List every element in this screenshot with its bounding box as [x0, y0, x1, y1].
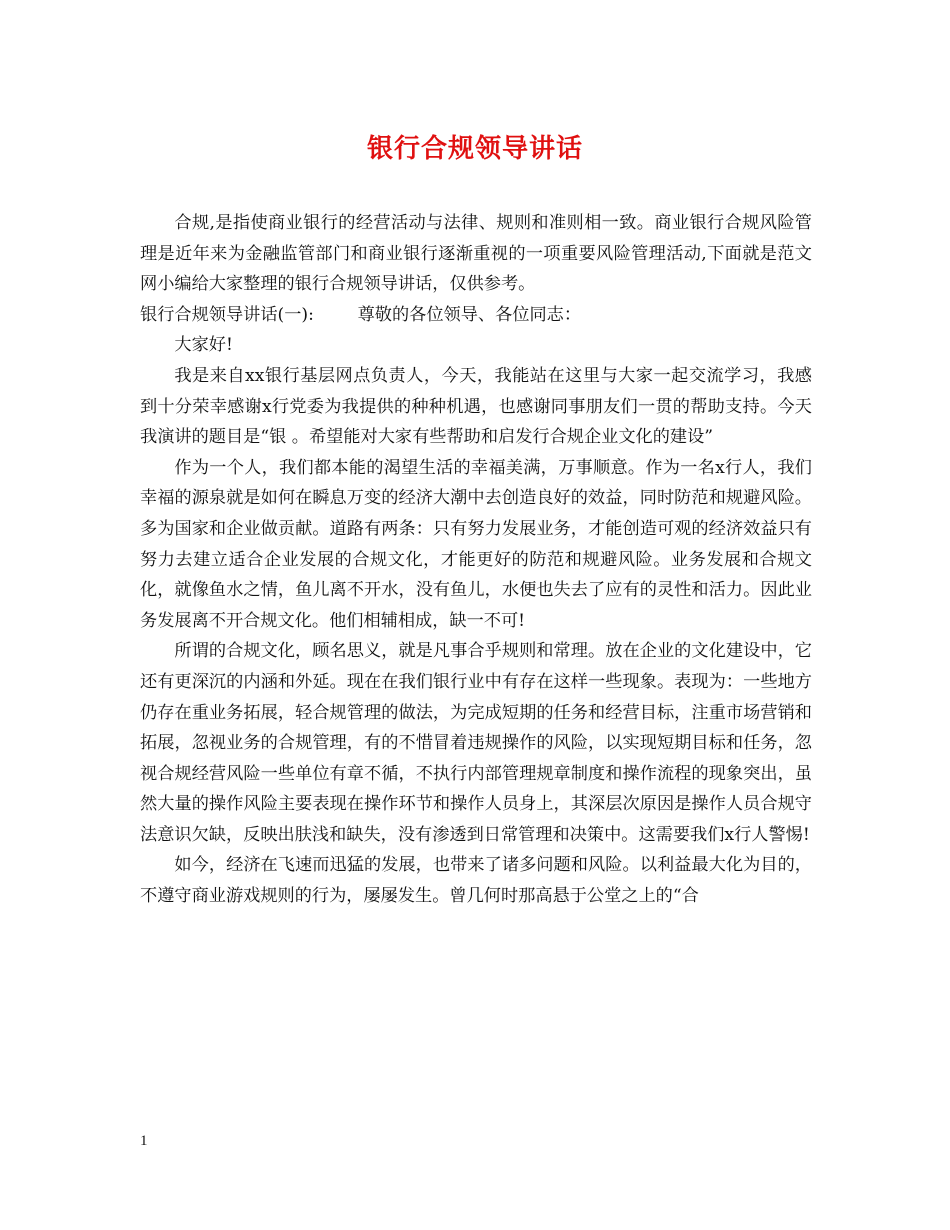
document-title: 银行合规领导讲话 [366, 134, 583, 164]
paragraph-greeting: 大家好! [174, 335, 233, 356]
paragraph-intro: 合规,是指使商业银行的经营活动与法律、规则和准则相一致。商业银行合规风险管理是近年来为金融监管部门和商业银行逐渐重视的一项重要风险管理活动,下面就是范文网小编给大家整理的银行合规领导讲话，仅供参考。 [140, 213, 812, 295]
paragraph-self-introduction: 我是来自xx银行基层网点负责人，今天，我能站在这里与大家一起交流学习，我感到十分荣幸感谢x行党委为我提供的种种机遇，也感谢同事朋友们一贯的帮助支持。今天我演讲的题目是“银 。希望能对大家有些帮助和启发行合规企业文化的建设” [140, 365, 812, 448]
paragraph-speech-heading: 银行合规领导讲话(一): 尊敬的各位领导、各位同志： [140, 304, 582, 325]
paragraph-compliance-culture: 所谓的合规文化，顾名思义，就是凡事合乎规则和常理。放在企业的文化建设中，它还有更深沉的内涵和外延。现在在我们银行业中有存在这样一些现象。表现为：一些地方仍存在重业务拓展，轻合规管理的做法，为完成短期的任务和经营目标，注重市场营销和拓展，忽视业务的合规管理，有的不惜冒着违规操作的风险，以实现短期目标和任务，忽视合规经营风险一些单位有章不循，不执行内部管理规章制度和操作流程的现象突出，虽然大量的操作风险主要表现在操作环节和操作人员身上，其深层次原因是操作人员合规守法意识欠缺，反映出肤浅和缺失，没有渗透到日常管理和决策中。这需要我们x行人警惕! [140, 641, 812, 845]
page-number: 1 [140, 1133, 148, 1149]
paragraph-economy: 如今，经济在飞速而迅猛的发展，也带来了诸多问题和风险。以利益最大化为目的，不遵守商业游戏规则的行为，屡屡发生。曾几何时那高悬于公堂之上的“合 [140, 855, 812, 907]
paragraph-happiness: 作为一个人，我们都本能的渴望生活的幸福美满，万事顺意。作为一名x行人，我们幸福的源泉就是如何在瞬息万变的经济大潮中去创造良好的效益，同时防范和规避风险。多为国家和企业做贡献。道路有两条：只有努力发展业务，才能创造可观的经济效益只有努力去建立适合企业发展的合规文化，才能更好的防范和规避风险。业务发展和合规文化，就像鱼水之情，鱼儿离不开水，没有鱼儿，水便也失去了应有的灵性和活力。因此业务发展离不开合规文化。他们相辅相成，缺一不可! [140, 457, 812, 631]
document-body [140, 208, 812, 912]
